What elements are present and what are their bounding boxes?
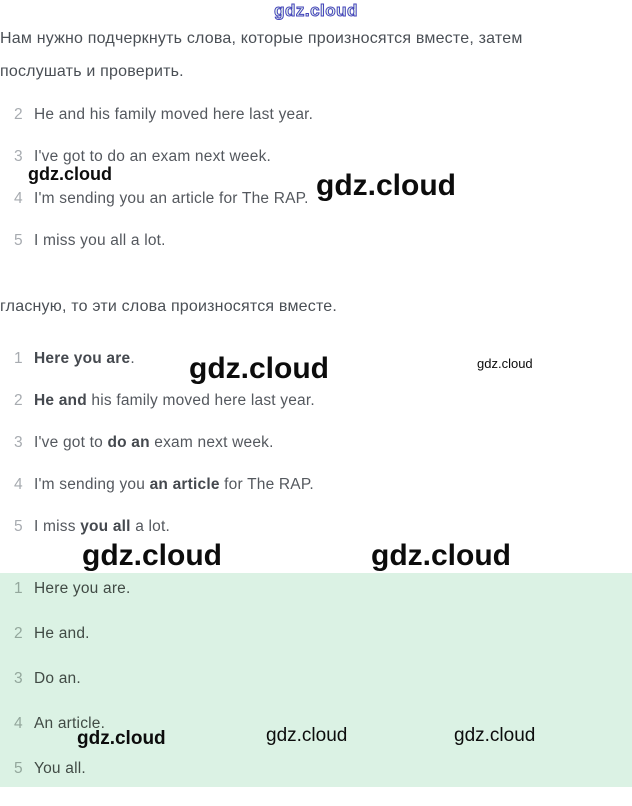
watermark-top: gdz.cloud bbox=[274, 1, 358, 20]
item-number: 2 bbox=[14, 392, 23, 409]
item-text: He and. bbox=[34, 625, 90, 642]
rule-description bbox=[0, 296, 337, 317]
list-item bbox=[14, 761, 131, 777]
item-text: Here you are. bbox=[34, 580, 131, 597]
item-text: I miss you all a lot. bbox=[34, 518, 170, 535]
item-number: 4 bbox=[14, 715, 23, 732]
watermark: gdz.cloud bbox=[28, 164, 112, 184]
list-item bbox=[14, 626, 131, 642]
item-number: 1 bbox=[14, 350, 23, 367]
item-number: 3 bbox=[14, 670, 23, 687]
list-item bbox=[14, 671, 131, 687]
item-number: 2 bbox=[14, 625, 23, 642]
item-text: I've got to do an exam next week. bbox=[34, 148, 272, 165]
item-number: 2 bbox=[14, 106, 23, 123]
answer-panel bbox=[0, 573, 632, 787]
task-description bbox=[0, 22, 523, 88]
watermark: gdz.cloud bbox=[266, 725, 348, 746]
watermark: gdz.cloud bbox=[189, 352, 329, 385]
task-description-line: послушать и проверить. bbox=[0, 63, 184, 80]
list-item bbox=[14, 191, 313, 207]
item-text: Do an. bbox=[34, 670, 81, 687]
list-item bbox=[14, 519, 315, 535]
item-number: 4 bbox=[14, 190, 23, 207]
item-number: 1 bbox=[14, 580, 23, 597]
watermark: gdz.cloud bbox=[77, 728, 166, 749]
watermark: gdz.cloud bbox=[82, 539, 222, 572]
list-item bbox=[14, 435, 315, 451]
rule-description-line: гласную, то эти слова произносятся вместе. bbox=[0, 298, 338, 315]
item-number: 3 bbox=[14, 434, 23, 451]
list-item bbox=[14, 233, 313, 249]
item-number: 5 bbox=[14, 518, 23, 535]
watermark: gdz.cloud bbox=[454, 725, 536, 746]
list-item bbox=[14, 107, 313, 123]
answer-list bbox=[14, 581, 131, 806]
item-text: He and his family moved here last year. bbox=[34, 392, 315, 409]
item-text: I've got to do an exam next week. bbox=[34, 434, 274, 451]
item-text: You all. bbox=[34, 760, 86, 777]
list-item bbox=[14, 581, 131, 597]
item-text: Here you are. bbox=[34, 350, 135, 367]
watermark: gdz.cloud bbox=[477, 356, 533, 371]
list-item bbox=[14, 149, 313, 165]
task-description-line: Нам нужно подчеркнуть слова, которые произносятся вместе, затем bbox=[0, 30, 523, 47]
watermark: gdz.cloud bbox=[316, 169, 456, 202]
item-text: I'm sending you an article for The RAP. bbox=[34, 190, 309, 207]
item-number: 3 bbox=[14, 148, 23, 165]
sentence-list-plain bbox=[14, 107, 313, 275]
list-item bbox=[14, 393, 315, 409]
item-text: He and his family moved here last year. bbox=[34, 106, 314, 123]
watermark: gdz.cloud bbox=[371, 539, 511, 572]
item-text: I miss you all a lot. bbox=[34, 232, 166, 249]
item-number: 4 bbox=[14, 476, 23, 493]
list-item bbox=[14, 477, 315, 493]
item-number: 5 bbox=[14, 232, 23, 249]
item-text: I'm sending you an article for The RAP. bbox=[34, 476, 314, 493]
item-text: An article. bbox=[34, 715, 106, 732]
item-number: 5 bbox=[14, 760, 23, 777]
